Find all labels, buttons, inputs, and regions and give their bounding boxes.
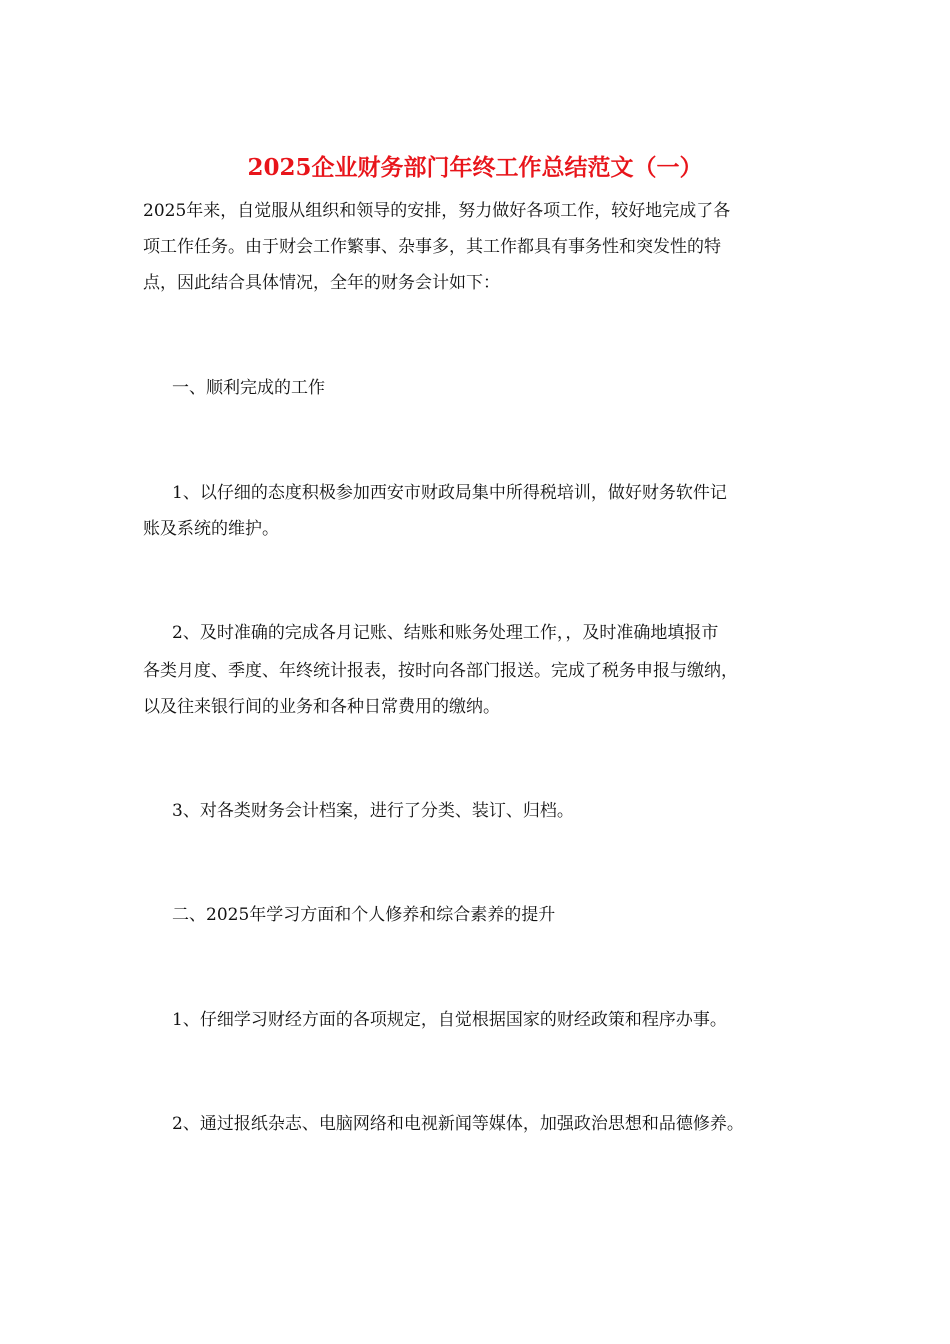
- section1-item1-line-1: 1、以仔细的态度积极参加西安市财政局集中所得税培训，做好财务软件记: [172, 483, 727, 503]
- section2-item2-line-1: 2、通过报纸杂志、电脑网络和电视新闻等媒体，加强政治思想和品德修养。: [172, 1114, 744, 1134]
- section1-item1-line-2: 账及系统的维护。: [143, 519, 279, 539]
- document-title: 2025企业财务部门年终工作总结范文（一）: [247, 154, 703, 181]
- section1-item3-line-1: 3、对各类财务会计档案，进行了分类、装订、归档。: [172, 801, 574, 821]
- section1-item2-line-2: 各类月度、季度、年终统计报表，按时向各部门报送。完成了税务申报与缴纳，: [143, 661, 738, 681]
- section1-item2-line-1: 2、及时准确的完成各月记账、结账和账务处理工作，，及时准确地填报市: [172, 623, 719, 643]
- intro-line-1: 2025年来，自觉服从组织和领导的安排，努力做好各项工作，较好地完成了各: [143, 201, 731, 221]
- intro-line-3: 点，因此结合具体情况，全年的财务会计如下：: [143, 273, 500, 293]
- section2-heading: 二、2025年学习方面和个人修养和综合素养的提升: [172, 905, 556, 925]
- section1-heading: 一、顺利完成的工作: [172, 378, 325, 398]
- section2-item1-line-1: 1、仔细学习财经方面的各项规定，自觉根据国家的财经政策和程序办事。: [172, 1010, 727, 1030]
- intro-line-2: 项工作任务。由于财会工作繁事、杂事多，其工作都具有事务性和突发性的特: [143, 237, 721, 257]
- section1-item2-line-3: 以及往来银行间的业务和各种日常费用的缴纳。: [143, 697, 500, 717]
